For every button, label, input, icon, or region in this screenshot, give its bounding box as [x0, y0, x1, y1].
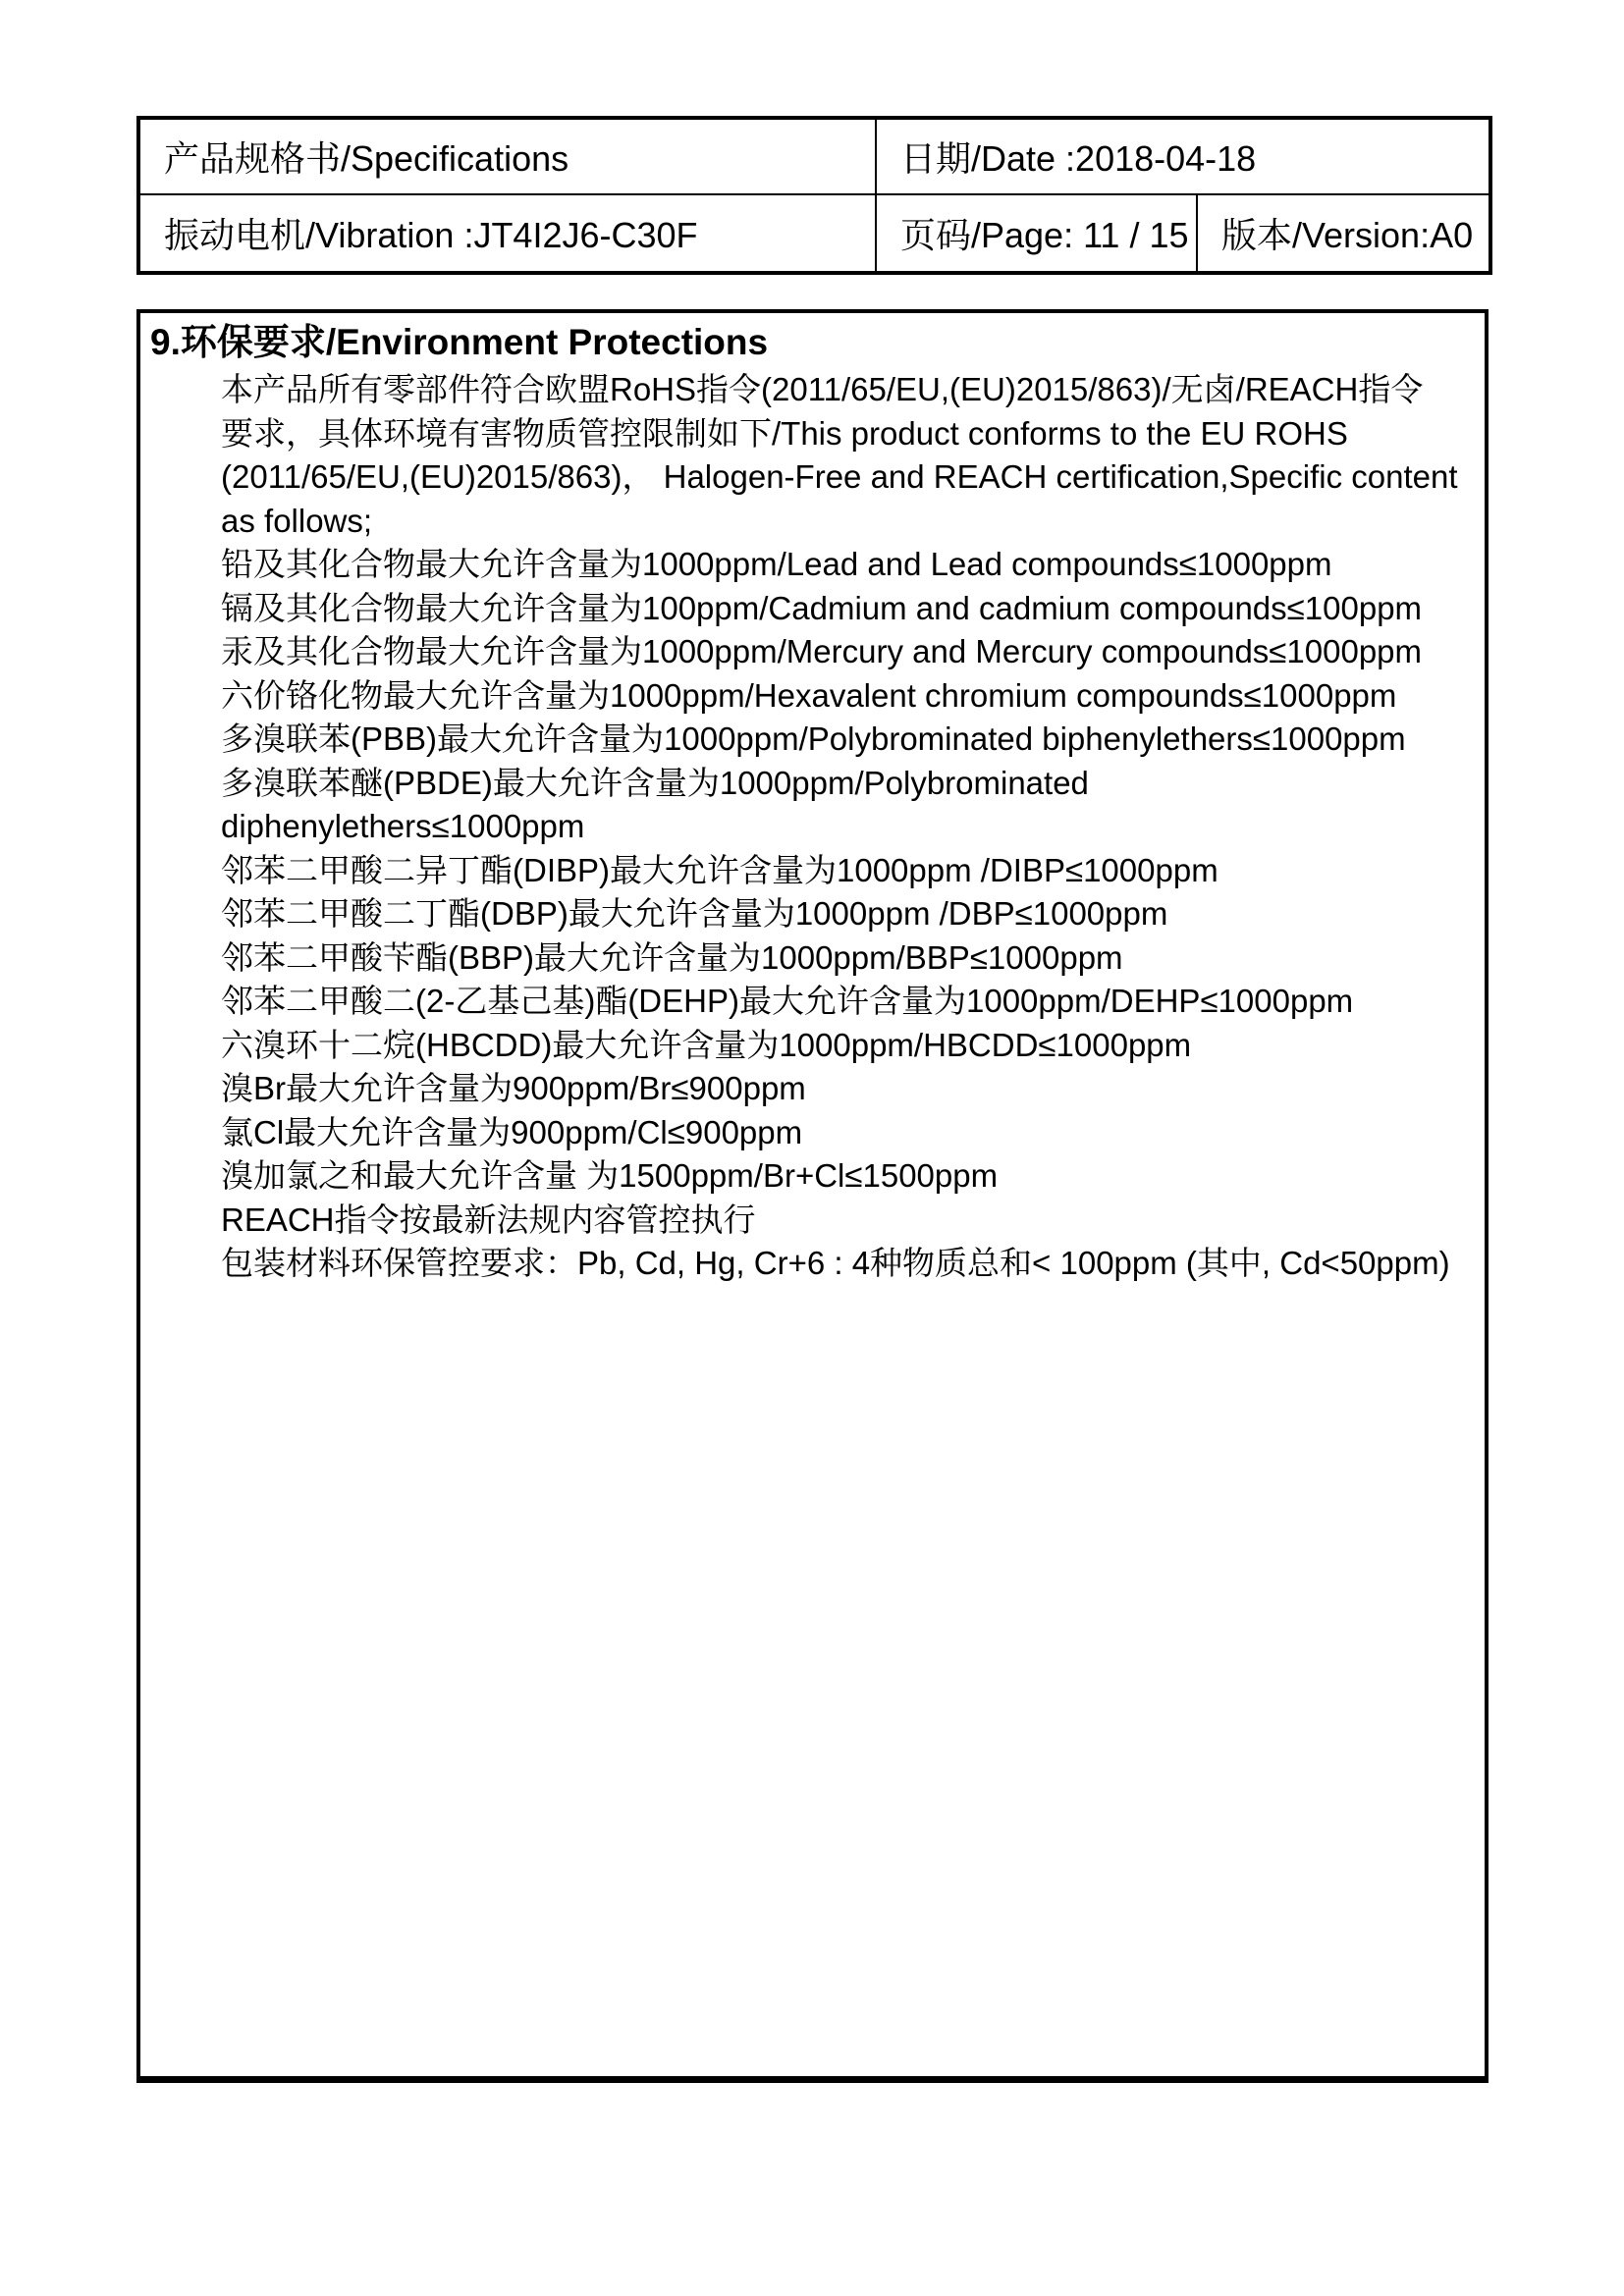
body-line-4: as follows;: [221, 502, 373, 539]
header-cell-product-model: 振动电机/Vibration :JT4I2J6-C30F: [138, 194, 876, 273]
body-line-12: 邻苯二甲酸二异丁酯(DIBP)最大允许含量为1000ppm /DIBP≤1000ppm: [221, 851, 1218, 888]
header-row-2: [138, 194, 1490, 273]
section-body: [221, 368, 1485, 1286]
body-line-18: 氯Cl最大允许含量为900ppm/Cl≤900ppm: [221, 1113, 803, 1150]
body-line-7: 汞及其化合物最大允许含量为1000ppm/Mercury and Mercury compounds≤1000ppm: [221, 633, 1423, 669]
header-cell-date: 日期/Date :2018-04-18: [876, 118, 1490, 194]
body-line-14: 邻苯二甲酸苄酯(BBP)最大允许含量为1000ppm/BBP≤1000ppm: [221, 938, 1123, 976]
body-line-5: 铅及其化合物最大允许含量为1000ppm/Lead and Lead compounds≤1000ppm: [221, 546, 1332, 582]
section-heading: 9.环保要求/Environment Protections: [150, 322, 769, 362]
body-line-10: 多溴联苯醚(PBDE)最大允许含量为1000ppm/Polybrominated: [221, 764, 1089, 801]
header-table: [136, 116, 1492, 275]
body-line-19: 溴加氯之和最大允许含量 为1500ppm/Br+Cl≤1500ppm: [221, 1157, 999, 1194]
header-row-1: [138, 118, 1490, 194]
body-line-20: REACH指令按最新法规内容管控执行: [221, 1201, 756, 1238]
body-line-1: 本产品所有零部件符合欧盟RoHS指令(2011/65/EU,(EU)2015/863)/无卤/REACH指令: [221, 371, 1424, 407]
body-line-2: 要求，具体环境有害物质管控限制如下/This product conforms to the EU ROHS: [221, 414, 1348, 452]
body-line-9: 多溴联苯(PBB)最大允许含量为1000ppm/Polybrominated biphenylethers≤1000ppm: [221, 721, 1406, 757]
body-line-15: 邻苯二甲酸二(2-乙基己基)酯(DEHP)最大允许含量为1000ppm/DEHP≤1000ppm: [221, 983, 1354, 1019]
body-line-21: 包装材料环保管控要求：Pb, Cd, Hg, Cr+6 : 4种物质总和< 100ppm (其中, Cd<50ppm): [221, 1245, 1450, 1281]
header-cell-page-number: 页码/Page: 11 / 15: [876, 194, 1197, 273]
environment-protections-box: [136, 309, 1489, 2083]
body-line-17: 溴Br最大允许含量为900ppm/Br≤900ppm: [221, 1070, 806, 1106]
body-line-11: diphenylethers≤1000ppm: [221, 808, 585, 844]
header-cell-version: 版本/Version:A0: [1197, 194, 1490, 273]
body-line-3: (2011/65/EU,(EU)2015/863)， Halogen-Free and REACH certification,Specific content: [221, 458, 1458, 495]
body-line-6: 镉及其化合物最大允许含量为100ppm/Cadmium and cadmium compounds≤100ppm: [221, 589, 1423, 626]
body-line-13: 邻苯二甲酸二丁酯(DBP)最大允许含量为1000ppm /DBP≤1000ppm: [221, 895, 1168, 932]
header-cell-specifications: 产品规格书/Specifications: [138, 118, 876, 194]
body-line-16: 六溴环十二烷(HBCDD)最大允许含量为1000ppm/HBCDD≤1000ppm: [221, 1026, 1192, 1063]
body-line-8: 六价铬化物最大允许含量为1000ppm/Hexavalent chromium compounds≤1000ppm: [221, 676, 1397, 714]
